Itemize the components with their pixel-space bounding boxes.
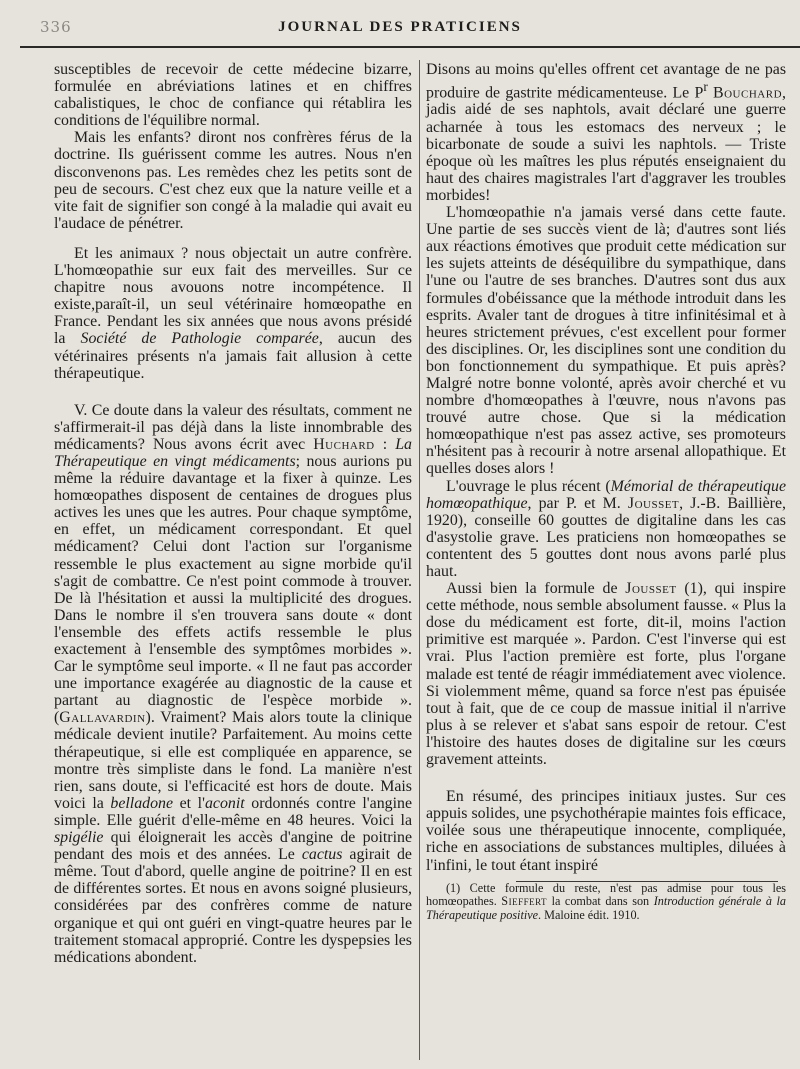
left-paragraph-2: Mais les enfants? diront nos confrères férus de la doctrine. Ils guérissent comme les autres. Nous n'en disconvenons pas. Les remèdes chez les petits sont de peu de secours. C'est chez eux que la nature veille et a vite fait de signifier son congé à la maladie qui avait eu l'audace de pénétrer. [54, 129, 412, 232]
author-gallavardin: Gallavardin [59, 709, 146, 727]
right-paragraph-4: Aussi bien la formule de Jousset (1), qui inspire cette méthode, nous semble absolument fausse. « Plus la dose du médicament est forte, dit-il, moins l'action primitive est marquée ». Pardon. C'est l'inverse qui est vrai. Plus l'action première est forte, plus l'organe malade est tenté de réagir immédiatement avec violence. Si violemment même, quand sa force n'est pas épuisée tout à fait, que de ce coup de massue initial il n'arrive plus à se relever et s'abat sans espoir de retour. C'est l'histoire des hautes doses de digitaline sur les cœurs gravement atteints. [426, 580, 787, 769]
page-header [0, 0, 800, 50]
book-title-memorial: Mémorial de thérapeutique homœopathique [426, 477, 787, 512]
book-title-sieffert: Introduction générale à la Thérapeutique positive [426, 894, 786, 922]
left-paragraph-1: susceptibles de recevoir de cette médecine bizarre, formulée en abréviations latines et en chiffres cabalistiques, le choc de confiance qui rétablira les conditions de l'équilibre normal. [54, 61, 412, 130]
book-title-huchard: La Thérapeutique en vingt médicaments [54, 435, 412, 470]
column-divider [419, 60, 420, 1060]
right-paragraph-2: L'homœopathie n'a jamais versé dans cette faute. Une partie de ses succès vient de là; d'autres sont liés aux réactions émotives que produit cette médication sur les sujets atteints de déséquilibre du sympathique, dans l'une ou l'autre de ses branches. D'autres sont dus aux formules d'obéissance que la méthode introduit dans les esprits. Avaler tant de drogues à titre infinitésimal et à heures strictement prévues, c'est excellent pour former des disciplines. Or, les disciplines sont une condition du bon fonctionnement du sympathique. Et puis après? Malgré notre bonne volonté, après avoir cherché et vu nombre d'homœopathes à l'œuvre, nous n'avons pas trouvé autre chose. Que si la médication homœopathique n'est pas assez active, ses promoteurs n'hésitent pas à recourir à notre arsenal allopathique. Et quelles doses alors ! [426, 204, 786, 478]
header-rule [20, 46, 800, 48]
right-paragraph-1: Disons au moins qu'elles offrent cet avantage de ne pas produire de gastrite médicamenteuse. Le $P^r$ Bouchard, jadis aidé de ses naphtols, avait déclaré une guerre acharnée à tous les estomacs des nerveux ; le bicarbonate de soude a suivi les naphtols. — Triste époque où les maîtres les plus réputés enseignaient du haut des chaires magistrales l'art d'aggraver les troubles morbides! [426, 61, 786, 204]
society-name: Société de Pathologie comparée [80, 330, 319, 348]
right-paragraph-5: En résumé, des principes initiaux justes. Sur ces appuis solides, une psychothérapie maintes fois efficace, voilée sous une thérapeutique innocente, compliquée, riche en associations de substances multiples, diluées à l'infini, le tout étant inspiré [426, 788, 786, 874]
author-sieffert: Sieffert [501, 894, 548, 909]
running-title: JOURNAL DES PRATICIENS [278, 19, 522, 35]
author-huchard: Huchard [313, 435, 375, 453]
author-bouchard: Bouchard [713, 84, 783, 102]
left-paragraph-3: Et les animaux ? nous objectait un autre confrère. L'homœopathie sur eux fait des merveilles. Sur ce chapitre nous avouons notre incompétence. Il existe,paraît-il, un seul vétérinaire homœopathe en France. Pendant les six années que nous avons présidé la Société de Pathologie comparée, aucun des vétérinaires présents n'a jamais fait allusion à cette thérapeutique. [54, 244, 412, 382]
right-paragraph-3: L'ouvrage le plus récent (Mémorial de thérapeutique homœopathique, par P. et M. Jousset, J.-B. Baillière, 1920), conseille 60 gouttes de digitaline dans les cas d'asystolie grave. Les praticiens non homœopathes se contentent des 5 gouttes dont nous avons parlé plus haut. [426, 477, 787, 581]
right-column [426, 61, 786, 922]
author-jousset-2: Jousset [625, 580, 677, 598]
footnote: (1) Cette formule du reste, n'est pas admise pour tous les homœopathes. Sieffert la combat dans son Introduction générale à la Thérapeutique positive. Maloine édit. 1910. [426, 880, 786, 922]
author-jousset: Jousset [627, 494, 680, 512]
page-number: 336 [40, 18, 72, 36]
left-column [54, 61, 412, 966]
left-paragraph-4: V. Ce doute dans la valeur des résultats, comment ne s'affirmerait-il pas déjà dans la liste innombrable des médicaments? Nous avons écrit avec Huchard : La Thérapeutique en vingt médicaments; nous aurions pu même la réduire davantage et la fixer à quinze. Les homœopathes disposent de centaines de drogues plus actives les unes que les autres. Pour chaque symptôme, en effet, un médicament correspondant. Et quel médicament? Celui dont l'action sur l'organisme ressemble le plus exactement au signe morbide qu'il s'agit de combattre. Ce n'est point commode à trouver. De là l'hésitation et aussi la multiplicité des drogues. Dans le nombre il s'en trouvera sans doute « dont l'ensemble des effets actifs ressemble le plus exactement à l'ensemble des symptômes morbides ». Car le symptôme seul importe. « Il ne faut pas accorder une importance exagérée au diagnostic de la cause et partant au diagnostic de l'espèce morbide ». (Gallavardin). Vraiment? Mais alors toute la clinique médicale devient inutile? Parfaitement. Au moins cette thérapeutique, si elle est compliquée en apparence, se montre très simpliste dans le fond. La manière n'est rien, sans doute, si l'efficacité est hors de doute. Mais voici la belladone et l'aconit ordonnés contre l'angine simple. Elle guérit d'elle-même en 48 heures. Voici la spigélie qui éloignerait les accès d'angine de poitrine pendant des mois et des années. Le cactus agirait de même. Tout d'abord, quelle angine de poitrine? Il en est de différentes sortes. Et nous en avons soigné plusieurs, considérées par des confrères comme de nature organique et qui ont guéri en vingt-quatre heures par le traitement stomacal approprié. Contre les dyspepsies les médications abondent. [54, 401, 412, 966]
